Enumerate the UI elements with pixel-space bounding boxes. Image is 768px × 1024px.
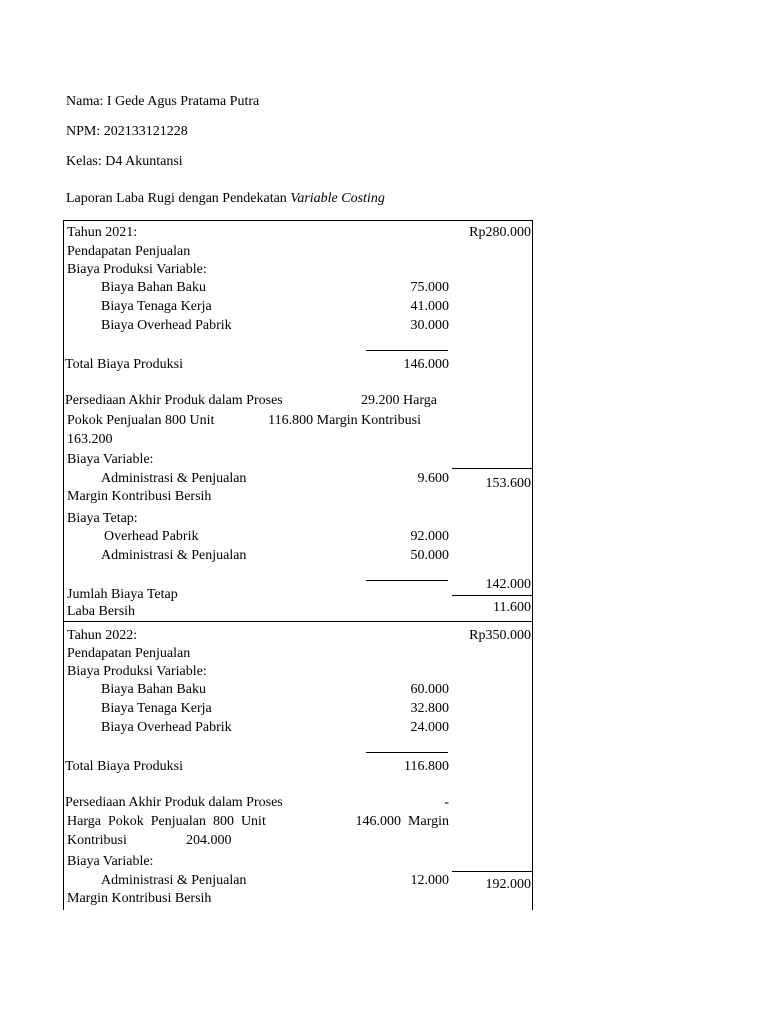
student-name: Nama: I Gede Agus Pratama Putra bbox=[66, 94, 260, 109]
y2021-labor-value: 41.000 bbox=[410, 299, 449, 314]
y2021-net-contrib-label: Margin Kontribusi Bersih bbox=[67, 489, 212, 504]
y2021-raw-material-value: 75.000 bbox=[410, 280, 449, 295]
y2021-admin-sales-label: Administrasi & Penjualan bbox=[101, 471, 247, 486]
year-2021-label: Tahun 2021: bbox=[67, 225, 138, 240]
y2021-overhead-label: Biaya Overhead Pabrik bbox=[101, 318, 232, 333]
y2022-contrib-rule bbox=[452, 871, 532, 872]
y2021-total-prod-value: 146.000 bbox=[403, 357, 449, 372]
y2021-net-income-value: 11.600 bbox=[493, 600, 531, 615]
y2021-wip-line2-tail: 116.800 Margin Kontribusi bbox=[268, 413, 421, 428]
y2021-wip-line3: 163.200 bbox=[67, 432, 113, 447]
student-class: Kelas: D4 Akuntansi bbox=[66, 154, 183, 169]
y2021-labor-label: Biaya Tenaga Kerja bbox=[101, 299, 212, 314]
y2021-revenue-value: Rp280.000 bbox=[469, 225, 531, 240]
report-title-prefix: Laporan Laba Rugi dengan Pendekatan bbox=[66, 191, 291, 206]
y2022-raw-material-label: Biaya Bahan Baku bbox=[101, 682, 206, 697]
y2022-revenue-label: Pendapatan Penjualan bbox=[67, 646, 191, 661]
y2021-total-prod-label: Total Biaya Produksi bbox=[65, 357, 184, 372]
y2022-labor-value: 32.800 bbox=[410, 701, 449, 716]
y2022-overhead-label: Biaya Overhead Pabrik bbox=[101, 720, 232, 735]
y2021-admin-sales-value: 9.600 bbox=[417, 471, 449, 486]
y2022-wip-line1: Persediaan Akhir Produk dalam Proses bbox=[65, 795, 283, 810]
y2021-var-prod-label: Biaya Produksi Variable: bbox=[67, 262, 207, 277]
y2021-fixed-cost-label: Biaya Tetap: bbox=[67, 511, 138, 526]
year-divider bbox=[63, 621, 533, 622]
y2022-wip-line1-tail: - bbox=[444, 795, 449, 810]
y2021-net-rule bbox=[452, 595, 532, 596]
y2021-wip-line1: Persediaan Akhir Produk dalam Proses bbox=[65, 393, 283, 408]
report-title-italic: Variable Costing bbox=[290, 191, 385, 206]
y2021-fixed-admin-value: 50.000 bbox=[410, 548, 449, 563]
y2021-fixed-overhead-value: 92.000 bbox=[410, 529, 449, 544]
y2022-raw-material-value: 60.000 bbox=[410, 682, 449, 697]
y2021-revenue-label: Pendapatan Penjualan bbox=[67, 244, 191, 259]
y2021-fixed-total-label: Jumlah Biaya Tetap bbox=[67, 587, 178, 602]
y2022-contrib-total: 192.000 bbox=[485, 877, 531, 892]
y2021-fixed-overhead-label: Overhead Pabrik bbox=[104, 529, 199, 544]
y2022-admin-sales-label: Administrasi & Penjualan bbox=[101, 873, 247, 888]
y2021-net-income-label: Laba Bersih bbox=[67, 604, 136, 619]
y2022-wip-line2-tail: 146.000 Margin bbox=[355, 814, 449, 829]
y2022-total-prod-label: Total Biaya Produksi bbox=[65, 759, 184, 774]
y2021-wip-line1-tail: 29.200 Harga bbox=[361, 393, 437, 408]
y2022-revenue-value: Rp350.000 bbox=[469, 628, 531, 643]
y2022-wip-line2: Harga Pokok Penjualan 800 Unit bbox=[67, 814, 266, 829]
y2022-var-prod-label: Biaya Produksi Variable: bbox=[67, 664, 207, 679]
y2021-fixed-total-value: 142.000 bbox=[485, 577, 531, 592]
y2022-overhead-value: 24.000 bbox=[410, 720, 449, 735]
y2022-var-cost-label: Biaya Variable: bbox=[67, 854, 154, 869]
y2022-wip-line3b: 204.000 bbox=[186, 833, 232, 848]
y2022-net-contrib-label: Margin Kontribusi Bersih bbox=[67, 891, 212, 906]
y2021-wip-line2: Pokok Penjualan 800 Unit bbox=[67, 413, 215, 428]
y2022-total-prod-value: 116.800 bbox=[404, 759, 449, 774]
y2021-subtotal-rule bbox=[366, 350, 448, 351]
y2021-fixed-rule bbox=[366, 580, 448, 581]
y2021-contrib-rule bbox=[452, 468, 532, 469]
y2021-contrib-total: 153.600 bbox=[485, 476, 531, 491]
y2021-var-cost-label: Biaya Variable: bbox=[67, 452, 154, 467]
year-2022-label: Tahun 2022: bbox=[67, 628, 138, 643]
y2021-fixed-admin-label: Administrasi & Penjualan bbox=[101, 548, 247, 563]
y2022-wip-line3a: Kontribusi bbox=[67, 833, 127, 848]
y2022-subtotal-rule bbox=[366, 752, 448, 753]
y2021-overhead-value: 30.000 bbox=[410, 318, 449, 333]
student-npm: NPM: 202133121228 bbox=[66, 124, 188, 139]
y2021-raw-material-label: Biaya Bahan Baku bbox=[101, 280, 206, 295]
y2022-labor-label: Biaya Tenaga Kerja bbox=[101, 701, 212, 716]
report-title bbox=[66, 190, 385, 207]
y2022-admin-sales-value: 12.000 bbox=[410, 873, 449, 888]
